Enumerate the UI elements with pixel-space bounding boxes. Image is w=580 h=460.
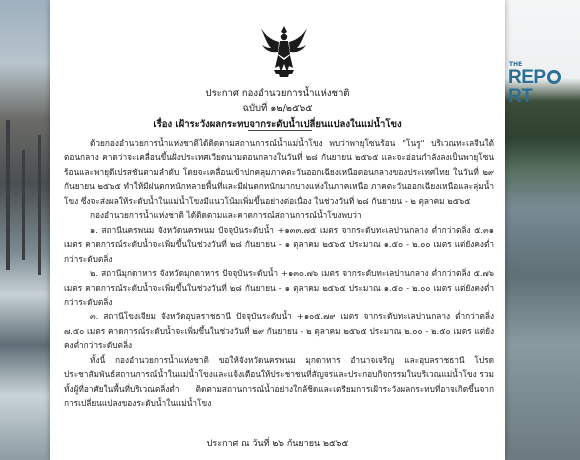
announcement-body <box>64 136 494 411</box>
paragraph-monitoring: กองอำนวยการน้ำแห่งชาติ ได้ติดตามและคาดการณ์สถานการณ์น้ำโขงพบว่า <box>90 210 362 221</box>
paragraph-station-khong-chiam: ๓. สถานีโขงเจียม จังหวัดอุบลราชธานี ปัจจุบันระดับน้ำ +๑๐๕.๗๙ เมตร จากระดับทะเลปานกลาง ต่ำกว่าตลิ่ง ๗.๕๐ เมตร คาดการณ์ระดับน้ำจะเพิ่มขึ้นในช่วงวันที่ ๒๙ กันยายน - ๒ ตุลาคม ๒๕๖๕ ประมาณ ๒.๐๐ - ๒.๕๐ เมตร แต่ยังคงต่ำกว่าระดับตลิ่ง <box>64 311 494 351</box>
announcement-date: ประกาศ ณ วันที่ ๒๖ กันยายน ๒๕๖๕ <box>206 439 349 449</box>
paragraph-station-mukdahan: ๒. สถานีมุกดาหาร จังหวัดมุกดาหาร ปัจจุบันระดับน้ำ +๑๓๐.๗๖ เมตร จากระดับทะเลปานกลาง ต่ำกว่าตลิ่ง ๕.๗๖ เมตร คาดการณ์ระดับน้ำจะเพิ่มขึ้นในช่วงวันที่ ๒๘ กันยายน - ๑ ตุลาคม ๒๕๖๕ ประมาณ ๑.๕๐ - ๒.๐๐ เมตร แต่ยังคงต่ำกว่าระดับตลิ่ง <box>64 268 494 307</box>
paragraph-intro: ด้วยกองอำนวยการน้ำแห่งชาติได้ติดตามสถานการณ์น้ำแม่น้ำโขง พบว่าพายุโซนร้อน "โนรู" บริเวณทะเลจีนใต้ตอนกลาง คาดว่าจะเคลื่อนขึ้นฝั่งประเทศเวียดนามตอนกลางในวันที่ ๒๘ กันยายน ๒๕๖๕ และจะอ่อนกำลังลงเป็นพายุโซนร้อนและพายุดีเปรสชันตามลำดับ โดยจะเคลื่อนเข้าปกคลุมภาคตะวันออกเฉียงเหนือตอนกลางของประเทศไทย ในวันที่ ๒๙ กันยายน ๒๕๖๕ ทำให้มีฝนตกหนักหลายพื้นที่และมีฝนตกหนักมากบางแห่งในภาคเหนือ ภาคตะวันออกเฉียงเหนือและลุ่มน้ำโขง ซึ่งจะส่งผลให้ระดับน้ำในแม่น้ำโขงมีแนวโน้มเพิ่มขึ้นอย่างต่อเนื่อง ในช่วงวันที่ ๒๘ กันยายน - ๒ ตุลาคม ๒๕๖๕ <box>64 138 494 206</box>
the-reporters-logo: THE REPRT <box>508 62 580 86</box>
garuda-emblem-icon <box>259 24 309 78</box>
background-photo-left <box>0 0 50 460</box>
announcement-title: ประกาศ กองอำนวยการน้ำแห่งชาติ <box>205 88 350 99</box>
logo-o-mark-icon <box>547 70 561 84</box>
title-divider <box>248 130 312 131</box>
announcement-number: ฉบับที่ ๑๒/๒๕๖๕ <box>242 103 313 114</box>
announcement-subject: เรื่อง เฝ้าระวังผลกระทบจากระดับน้ำเปลี่ยนแปลงในแม่น้ำโขง <box>153 119 402 130</box>
announcement-document <box>50 0 505 460</box>
paragraph-station-nakhon-phanom: ๑. สถานีนครพนม จังหวัดนครพนม ปัจจุบันระดับน้ำ +๑๓๓.๗๕ เมตร จากระดับทะเลปานกลาง ต่ำกว่าตลิ่ง ๕.๓๑ เมตร คาดการณ์ระดับน้ำจะเพิ่มขึ้นในช่วงวันที่ ๒๘ กันยายน - ๑ ตุลาคม ๒๕๖๕ ประมาณ ๑.๕๐ - ๒.๐๐ เมตร แต่ยังคงต่ำกว่าระดับตลิ่ง <box>64 224 494 264</box>
paragraph-advisory: ทั้งนี้ กองอำนวยการน้ำแห่งชาติ ขอให้จังหวัดนครพนม มุกดาหาร อำนาจเจริญ และอุบลราชธานี โปรดประชาสัมพันธ์สถานการณ์น้ำในแม่น้ำโขงและแจ้งเตือนให้ประชาชนที่สัญจรและประกอบกิจกรรมในบริเวณแม่น้ำโขง รวมทั้งผู้ที่อาศัยในพื้นที่บริเวณตลิ่งต่ำ ติดตามสถานการณ์น้ำอย่างใกล้ชิดและเตรียมการเฝ้าระวังผลกระทบที่อาจเกิดขึ้นจากการเปลี่ยนแปลงของระดับน้ำในแม่น้ำโขง <box>64 354 494 409</box>
